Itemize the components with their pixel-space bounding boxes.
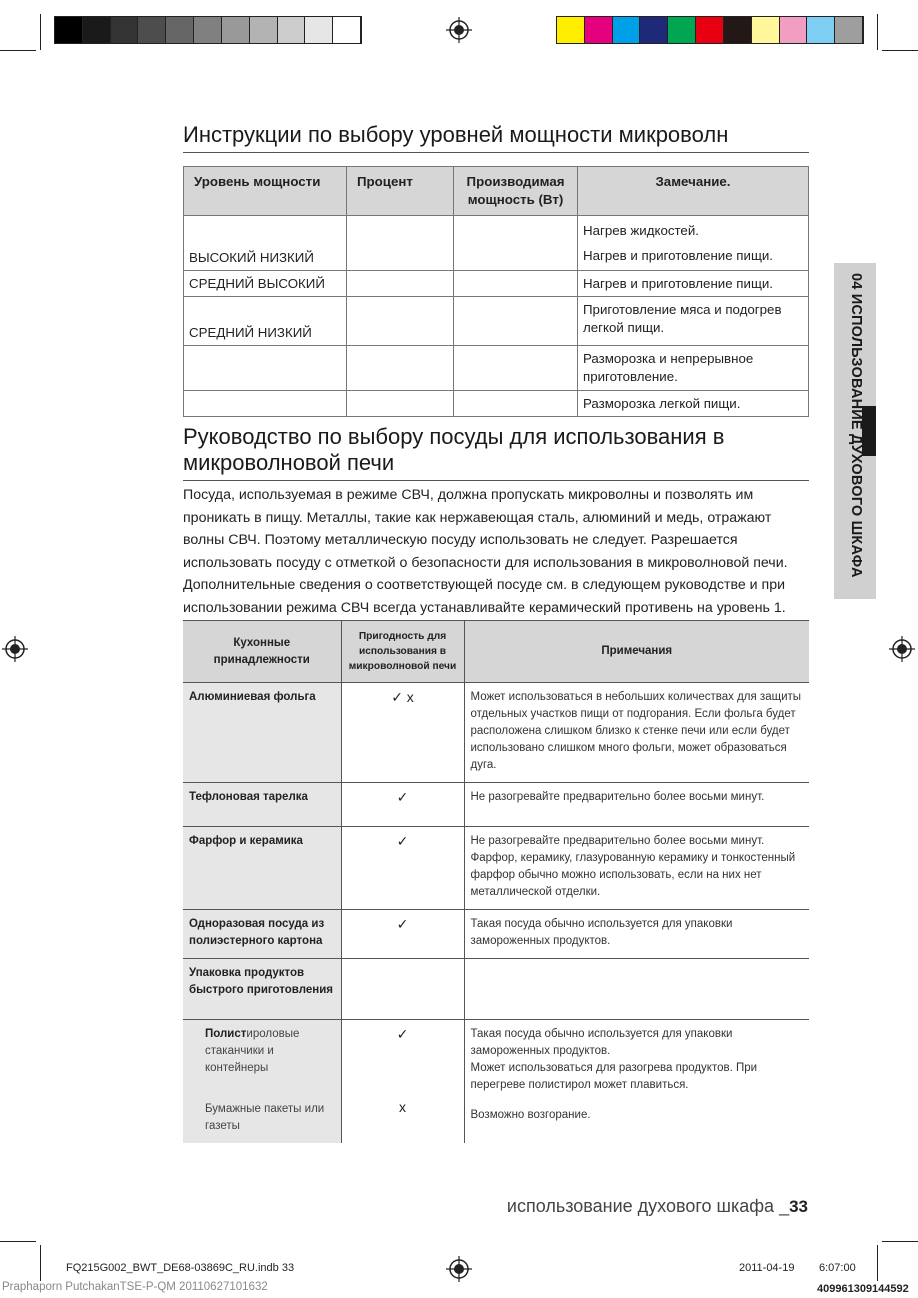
remark-cell — [578, 297, 809, 346]
registration-mark-icon — [889, 636, 915, 662]
gray-swatch — [305, 17, 333, 43]
note-line: Фарфор, керамику, глазурованную керамику и тонкостенный фарфор обычно можно использовать, если на них нет металлической отделки. — [470, 852, 796, 898]
slug-filename: FQ215G002_BWT_DE68-03869C_RU.indb 33 — [66, 1262, 295, 1274]
subtype-bold-part: Полист — [205, 1028, 247, 1040]
remark-cell — [578, 346, 809, 391]
color-swatch — [780, 17, 808, 43]
remark-line: Приготовление мяса и подогрев легкой пищи. — [583, 302, 782, 335]
cookware-intro-paragraph: Посуда, используемая в режиме СВЧ, должна пропускать микроволны и позволять им проникать в пищу. Металлы, такие как нержавеющая сталь, алюминий и медь, отражают волны СВЧ. Поэтому металлическую посуду использовать не следует. Разрешается использовать посуду с отметкой о безопасности для использования в микроволновой печи. Дополнительные сведения о соответствующей посуде см. в следующем руководстве и при использовании режима СВЧ всегда устанавливайте керамический противень на уровень 1. — [183, 487, 788, 616]
remark-cell — [578, 391, 809, 417]
chapter-tab-marker — [862, 406, 876, 456]
power-level-cell: СРЕДНИЙ НИЗКИЙ — [184, 297, 347, 346]
section-title-power-levels: Инструкции по выбору уровней мощности микроволн — [183, 122, 809, 153]
crop-mark — [882, 50, 918, 51]
color-swatch — [557, 17, 585, 43]
suitability-mark: ✓ — [396, 1026, 409, 1042]
header-utensils: Кухонные принадлежности — [183, 621, 341, 683]
utensil-name: Одноразовая посуда из полиэстерного картона — [183, 910, 341, 959]
header-power-level: Уровень мощности — [184, 167, 347, 216]
percent-cell — [347, 391, 454, 417]
remark-cell — [578, 271, 809, 297]
suitability-mark: x — [399, 1099, 406, 1115]
gray-swatch — [166, 17, 194, 43]
utensil-notes: Может использоваться в небольших количествах для защиты отдельных участков пищи от подгорания. Если фольга будет расположена слишком близко к стенке печи или если будет использовано слишком много фольги, может образоваться дуга. — [464, 683, 809, 783]
cookware-table — [183, 620, 809, 1143]
utensil-name: Упаковка продуктов быстрого приготовления — [183, 959, 341, 1020]
crop-mark — [40, 14, 41, 50]
watts-cell — [454, 346, 578, 391]
remark-line: Разморозка легкой пищи. — [583, 396, 741, 411]
remark-line: Нагрев жидкостей. — [583, 223, 699, 238]
registration-mark-icon — [446, 17, 472, 43]
suitability-mark: ✓ — [341, 783, 464, 827]
color-swatch — [585, 17, 613, 43]
registration-mark-icon — [446, 1256, 472, 1282]
utensil-notes: Не разогревайте предварительно более восьми минут. — [464, 783, 809, 827]
utensil-name: Алюминиевая фольга — [183, 683, 341, 783]
utensil-subtype — [183, 1020, 341, 1144]
utensil-notes — [464, 827, 809, 910]
crop-mark — [877, 14, 878, 50]
crop-mark — [0, 1241, 36, 1242]
gray-swatch — [250, 17, 278, 43]
header-output-watts: Производимая мощность (Вт) — [454, 167, 578, 216]
header-percent: Процент — [347, 167, 454, 216]
gray-swatch — [83, 17, 111, 43]
slug-operator: Praphaporn PutchakanTSE-P-QM 20110627101632 — [2, 1281, 268, 1293]
suitability-mark: ✓ — [341, 910, 464, 959]
gray-swatch — [55, 17, 83, 43]
gray-swatch — [333, 17, 361, 43]
percent-cell — [347, 297, 454, 346]
power-level-cell — [184, 391, 347, 417]
remark-line: Разморозка и непрерывное приготовление. — [583, 351, 754, 384]
section-title-cookware: Руководство по выбору посуды для использования в микроволновой печи — [183, 424, 809, 481]
utensil-notes: Такая посуда обычно используется для упаковки замороженных продуктов. — [464, 910, 809, 959]
color-calibration-bar — [556, 16, 864, 44]
color-swatch — [807, 17, 835, 43]
slug-time: 6:07:00 — [819, 1262, 856, 1274]
color-swatch — [752, 17, 780, 43]
chapter-side-tab — [834, 263, 876, 599]
note-line: Возможно возгорание. — [470, 1109, 591, 1121]
watts-cell — [454, 271, 578, 297]
power-level-cell — [184, 346, 347, 391]
color-swatch — [640, 17, 668, 43]
note-line: Может использоваться для разогрева продуктов. При перегреве полистирол может плавиться. — [470, 1062, 758, 1091]
gray-swatch — [194, 17, 222, 43]
page-number: 33 — [789, 1197, 808, 1216]
suitability-mark: ✓ — [341, 827, 464, 910]
watts-cell — [454, 297, 578, 346]
remark-line: Нагрев и приготовление пищи. — [583, 276, 773, 291]
gray-swatch — [278, 17, 306, 43]
utensil-notes — [464, 1020, 809, 1144]
percent-cell — [347, 346, 454, 391]
power-level-cell: СРЕДНИЙ ВЫСОКИЙ — [184, 271, 347, 297]
crop-mark — [877, 1245, 878, 1281]
gray-swatch — [222, 17, 250, 43]
note-line: Такая посуда обычно используется для упаковки замороженных продуктов. — [470, 1028, 733, 1057]
suitability-mark — [341, 959, 464, 1020]
crop-mark — [882, 1241, 918, 1242]
suitability-mark: ✓ x — [341, 683, 464, 783]
percent-cell — [347, 271, 454, 297]
utensil-notes — [464, 959, 809, 1020]
percent-cell — [347, 216, 454, 271]
watts-cell — [454, 216, 578, 271]
remark-cell — [578, 216, 809, 271]
slug-barcode-number: 409961309144592 — [817, 1283, 909, 1295]
slug-date: 2011-04-19 — [739, 1262, 795, 1274]
gray-swatch — [111, 17, 139, 43]
color-swatch — [724, 17, 752, 43]
crop-mark — [0, 50, 36, 51]
power-level-cell: ВЫСОКИЙ НИЗКИЙ — [184, 216, 347, 271]
crop-mark — [40, 1245, 41, 1281]
utensil-name: Тефлоновая тарелка — [183, 783, 341, 827]
watts-cell — [454, 391, 578, 417]
remark-line: Нагрев и приготовление пищи. — [583, 248, 773, 263]
color-swatch — [835, 17, 863, 43]
chapter-tab-label: 04 ИСПОЛЬЗОВАНИЕ ДУХОВОГО ШКАФА — [848, 273, 864, 578]
color-swatch — [613, 17, 641, 43]
gray-swatch — [138, 17, 166, 43]
suitability-mark-group — [341, 1020, 464, 1144]
subtype-rest: ироловые стаканчики и контейнеры — [205, 1028, 300, 1074]
page-footer — [507, 1196, 808, 1217]
registration-mark-icon — [2, 636, 28, 662]
utensil-name: Фарфор и керамика — [183, 827, 341, 910]
footer-text: использование духового шкафа _ — [506, 1196, 790, 1216]
power-levels-table — [183, 166, 809, 417]
header-remark: Замечание. — [578, 167, 809, 216]
note-line: Не разогревайте предварительно более восьми минут. — [470, 835, 765, 847]
color-swatch — [696, 17, 724, 43]
utensil-subtype-paper: Бумажные пакеты или газеты — [205, 1103, 325, 1132]
gray-calibration-bar — [54, 16, 362, 44]
header-notes: Примечания — [464, 621, 809, 683]
header-suitability: Пригодность для использования в микроволновой печи — [341, 621, 464, 683]
color-swatch — [668, 17, 696, 43]
